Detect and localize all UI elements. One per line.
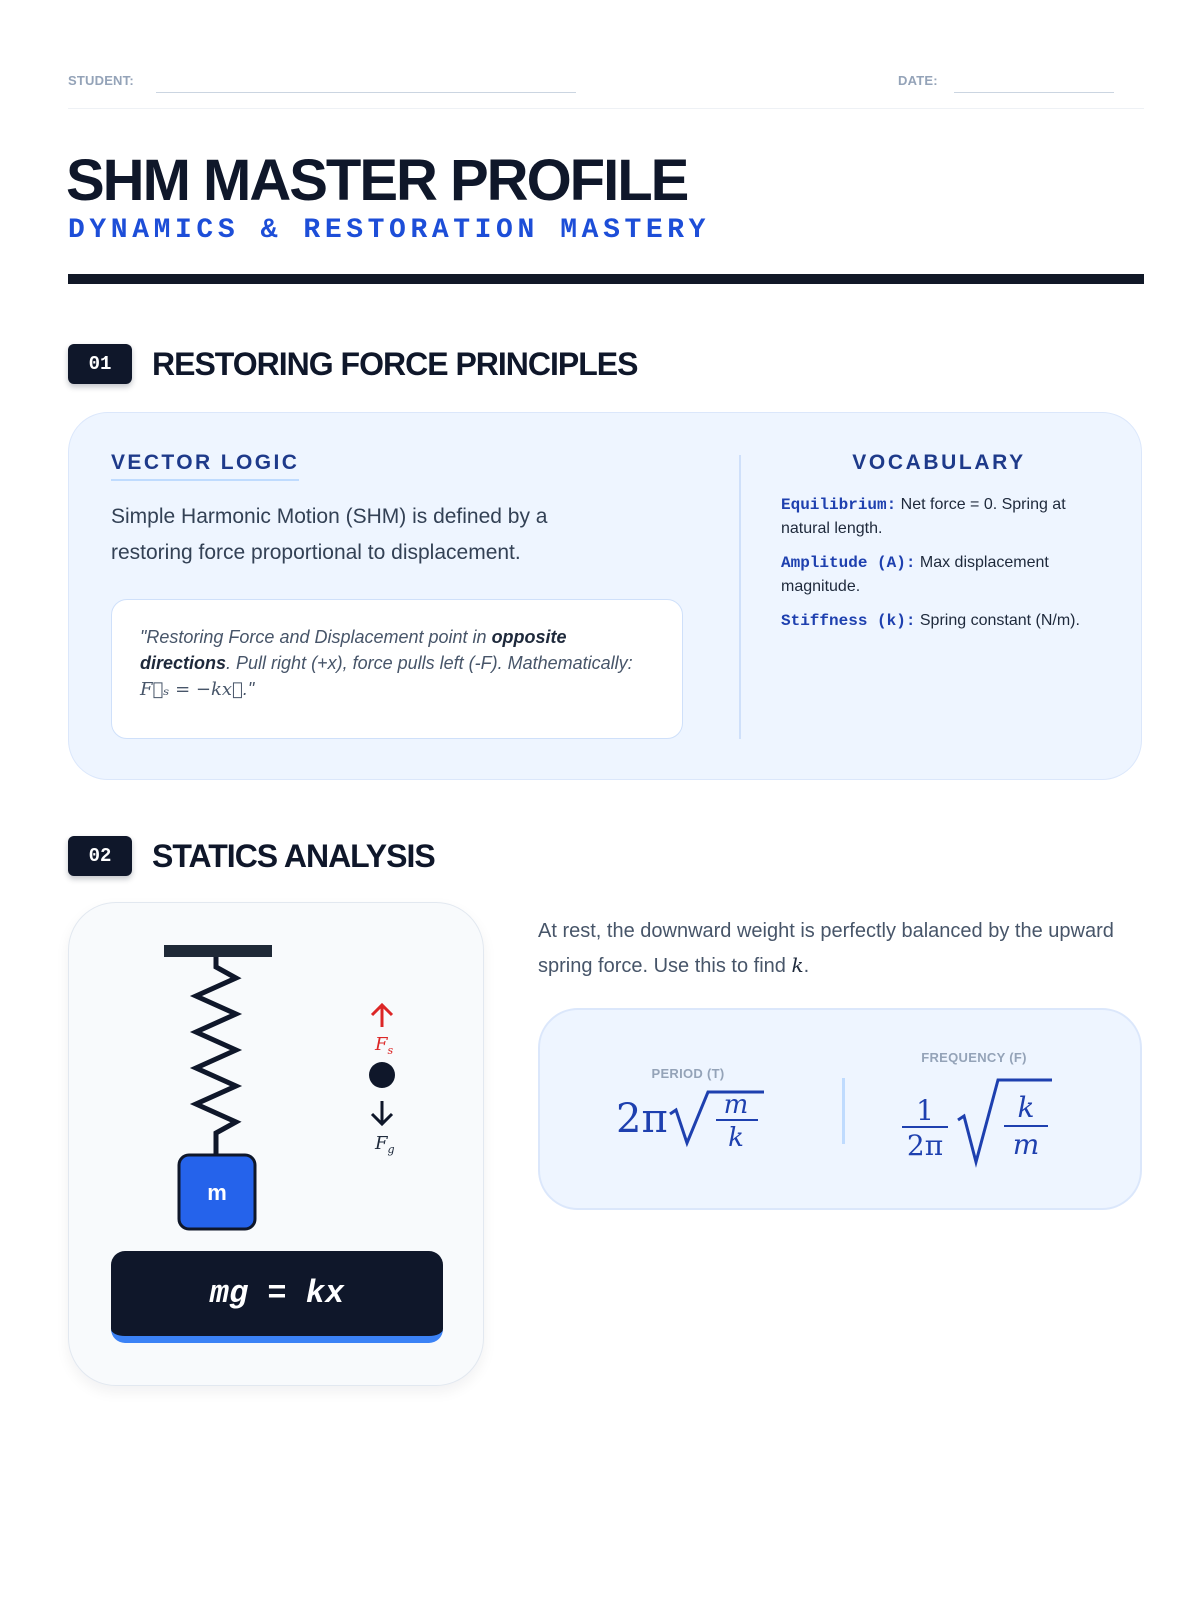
gravity-force-arrow-icon — [372, 1101, 392, 1124]
worksheet-page — [68, 0, 1144, 1600]
vocab-term: Amplitude (A): — [781, 554, 916, 572]
gravity-force-label: $F_g$ — [375, 1133, 395, 1156]
frequency-fraction-denominator: 2π — [906, 1129, 944, 1162]
section-title: RESTORING FORCE PRINCIPLES — [152, 346, 638, 382]
vocab-definition: Spring constant (N/m). — [919, 612, 1080, 629]
spring-force-label: $F_s$ — [375, 1034, 394, 1057]
statics-diagram-card — [68, 902, 484, 1386]
vector-logic-text: Simple Harmonic Motion (SHM) is defined by a restoring force proportional to displacement. — [111, 505, 548, 564]
header-fields — [68, 66, 1144, 109]
quote-middle: . Pull right (+x), force pulls left (-F). Mathematically: — [226, 653, 633, 673]
vocab-item-stiffness — [781, 609, 1111, 633]
vocabulary-list — [781, 493, 1111, 643]
date-line[interactable] — [954, 92, 1114, 93]
period-radical-icon — [670, 1092, 764, 1143]
period-denominator: k — [728, 1123, 744, 1153]
frequency-fraction-numerator: 1 — [916, 1094, 934, 1127]
frequency-denominator: m — [1012, 1128, 1040, 1161]
date-label: DATE: — [898, 73, 938, 88]
student-name-line[interactable] — [156, 92, 576, 93]
statics-text: At rest, the downward weight is perfectly balanced by the upward spring force. Use this to find k. — [538, 920, 1114, 977]
page-title: SHM MASTER PROFILE — [66, 148, 688, 213]
period-label: PERIOD (T) — [651, 1066, 725, 1081]
restoring-force-card — [68, 412, 1142, 780]
vocab-term: Stiffness (k): — [781, 612, 916, 630]
student-label: STUDENT: — [68, 73, 134, 88]
vocabulary-title: VOCABULARY — [852, 451, 1026, 474]
section-title: STATICS ANALYSIS — [152, 838, 435, 874]
section-number-badge: 02 — [68, 836, 132, 876]
vocab-definition: Max displacement magnitude. — [781, 554, 1049, 595]
frequency-label: FREQUENCY (F) — [921, 1050, 1027, 1065]
vocab-item-equilibrium — [781, 493, 1111, 541]
mass-label: m — [207, 1180, 227, 1205]
spring-coil — [196, 957, 236, 1155]
quote-math: F⃗ₛ = −kx⃗ — [140, 679, 243, 700]
quote-close: ." — [242, 679, 255, 699]
vocab-term: Equilibrium: — [781, 496, 897, 514]
column-divider — [739, 455, 741, 739]
vector-logic-label: VECTOR LOGIC — [111, 451, 299, 481]
period-numerator: m — [723, 1090, 749, 1120]
free-body-point — [369, 1062, 395, 1088]
quote-open: "Restoring Force and Displacement point in — [140, 627, 492, 647]
quote-emphasis: opposite directions — [140, 627, 567, 673]
formula-graphics — [540, 1010, 1144, 1212]
title-rule — [68, 274, 1144, 284]
ceiling-mount — [164, 945, 272, 957]
equilibrium-equation: mg = kx — [111, 1251, 443, 1343]
page-subtitle: DYNAMICS & RESTORATION MASTERY — [68, 215, 711, 246]
vector-logic-quote — [111, 599, 683, 739]
vocab-item-amplitude — [781, 551, 1111, 599]
section-number-badge: 01 — [68, 344, 132, 384]
period-coefficient: 2π — [616, 1096, 668, 1142]
vocab-definition: Net force = 0. Spring at natural length. — [781, 496, 1066, 537]
frequency-numerator: k — [1017, 1091, 1035, 1124]
formulas-card — [538, 1008, 1142, 1210]
spring-force-arrow-icon — [372, 1005, 392, 1027]
